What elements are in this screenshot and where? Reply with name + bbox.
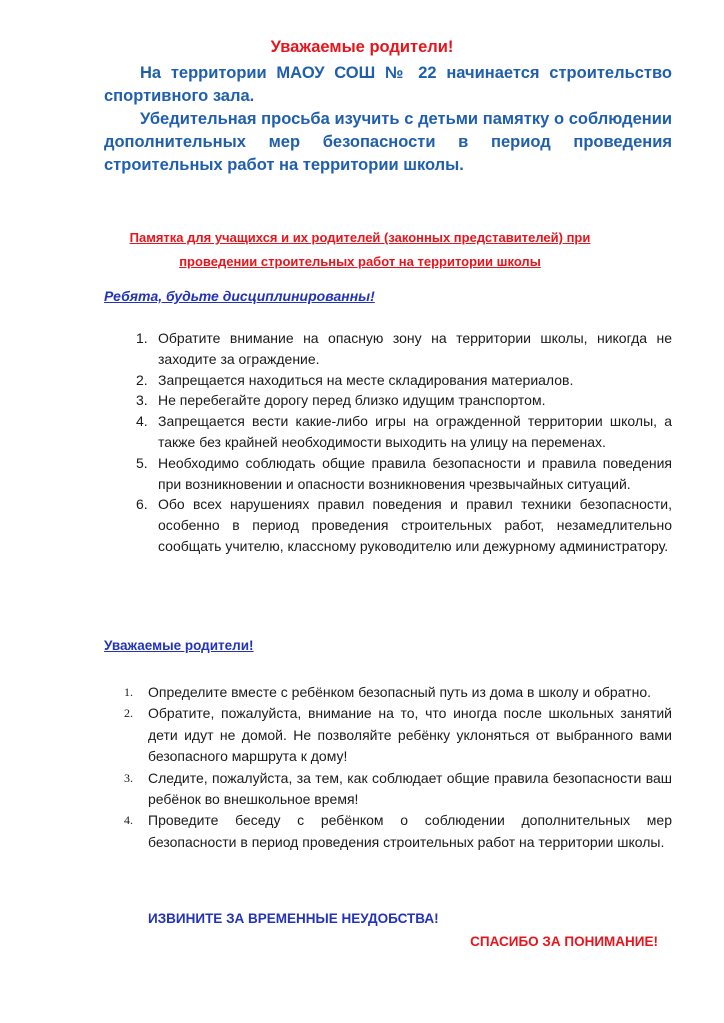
list-number: 2. <box>124 706 133 721</box>
list-item-text: Обратите внимание на опасную зону на территории школы, никогда не заходите за ограждение. <box>158 330 672 367</box>
apology-note: ИЗВИНИТЕ ЗА ВРЕМЕННЫЕ НЕУДОБСТВА! <box>148 911 439 926</box>
list-number: 6. <box>136 496 148 513</box>
list-number: 1. <box>136 330 148 346</box>
list-number: 2. <box>136 371 148 388</box>
list-item <box>136 328 672 370</box>
list-item-text: Следите, пожалуйста, за тем, как соблюдает общие правила безопасности ваш ребёнок во внешкольное время! <box>148 769 672 808</box>
intro-paragraph: На территории МАОУ СОШ № 22 начинается строительство спортивного зала. <box>104 64 672 105</box>
parents-advice-list <box>124 682 672 853</box>
list-item-text: Запрещается вести какие-либо игры на огражденной территории школы, а также без крайней необходимости выходить на улицу на переменах. <box>158 413 672 450</box>
list-item-text: Не перебегайте дорогу перед близко идущим транспортом. <box>158 392 546 409</box>
list-item <box>136 411 672 453</box>
list-item <box>124 768 672 811</box>
list-number: 4. <box>136 413 148 430</box>
list-item <box>136 494 672 556</box>
list-item <box>124 703 672 767</box>
list-number: 4. <box>124 813 133 828</box>
intro-block <box>104 62 672 177</box>
list-item <box>124 810 672 853</box>
list-item <box>124 682 672 703</box>
list-item <box>136 370 672 391</box>
thanks-note: СПАСИБО ЗА ПОНИМАНИЕ! <box>470 934 658 949</box>
list-item-text: Необходимо соблюдать общие правила безопасности и правила поведения при возникновении и опасности возникновения чрезвычайных ситуаций. <box>158 454 672 492</box>
list-item <box>136 390 672 411</box>
memo-title-line: Памятка для учащихся и их родителей (законных представителей) при <box>129 230 591 245</box>
memo-title-line: проведении строительных работ на территории школы <box>179 254 541 269</box>
list-item-text: Обратите, пожалуйста, внимание на то, что иногда после школьных занятий дети идут не домой. Не позволяйте ребёнку уклоняться от выбранного вами безопасного маршрута к дому! <box>148 705 672 765</box>
list-number: 5. <box>136 454 148 471</box>
intro-paragraph: Убедительная просьба изучить с детьми памятку о соблюдении дополнительных мер безопасности в период проведения строительных работ на территории школы. <box>104 110 672 174</box>
list-item-text: Обо всех нарушениях правил поведения и правил техники безопасности, особенно в период проведения строительных работ, незамедлительно сообщать учителю, классному руководителю или дежурному администратору. <box>158 496 672 554</box>
kids-rules-list <box>136 328 672 557</box>
list-item <box>136 453 672 495</box>
list-item-text: Проведите беседу с ребёнком о соблюдении дополнительных мер безопасности в период проведения строительных работ на территории школы. <box>148 812 672 850</box>
list-item-text: Определите вместе с ребёнком безопасный путь из дома в школу и обратно. <box>148 684 651 700</box>
list-number: 1. <box>124 685 133 699</box>
page-title: Уважаемые родители! <box>270 38 454 56</box>
list-number: 3. <box>136 392 148 409</box>
kids-heading: Ребята, будьте дисциплинированны! <box>104 288 375 304</box>
memo-title <box>110 226 610 274</box>
parents-heading: Уважаемые родители! <box>104 638 254 653</box>
list-item-text: Запрещается находиться на месте складирования материалов. <box>158 371 574 388</box>
list-number: 3. <box>124 770 133 785</box>
